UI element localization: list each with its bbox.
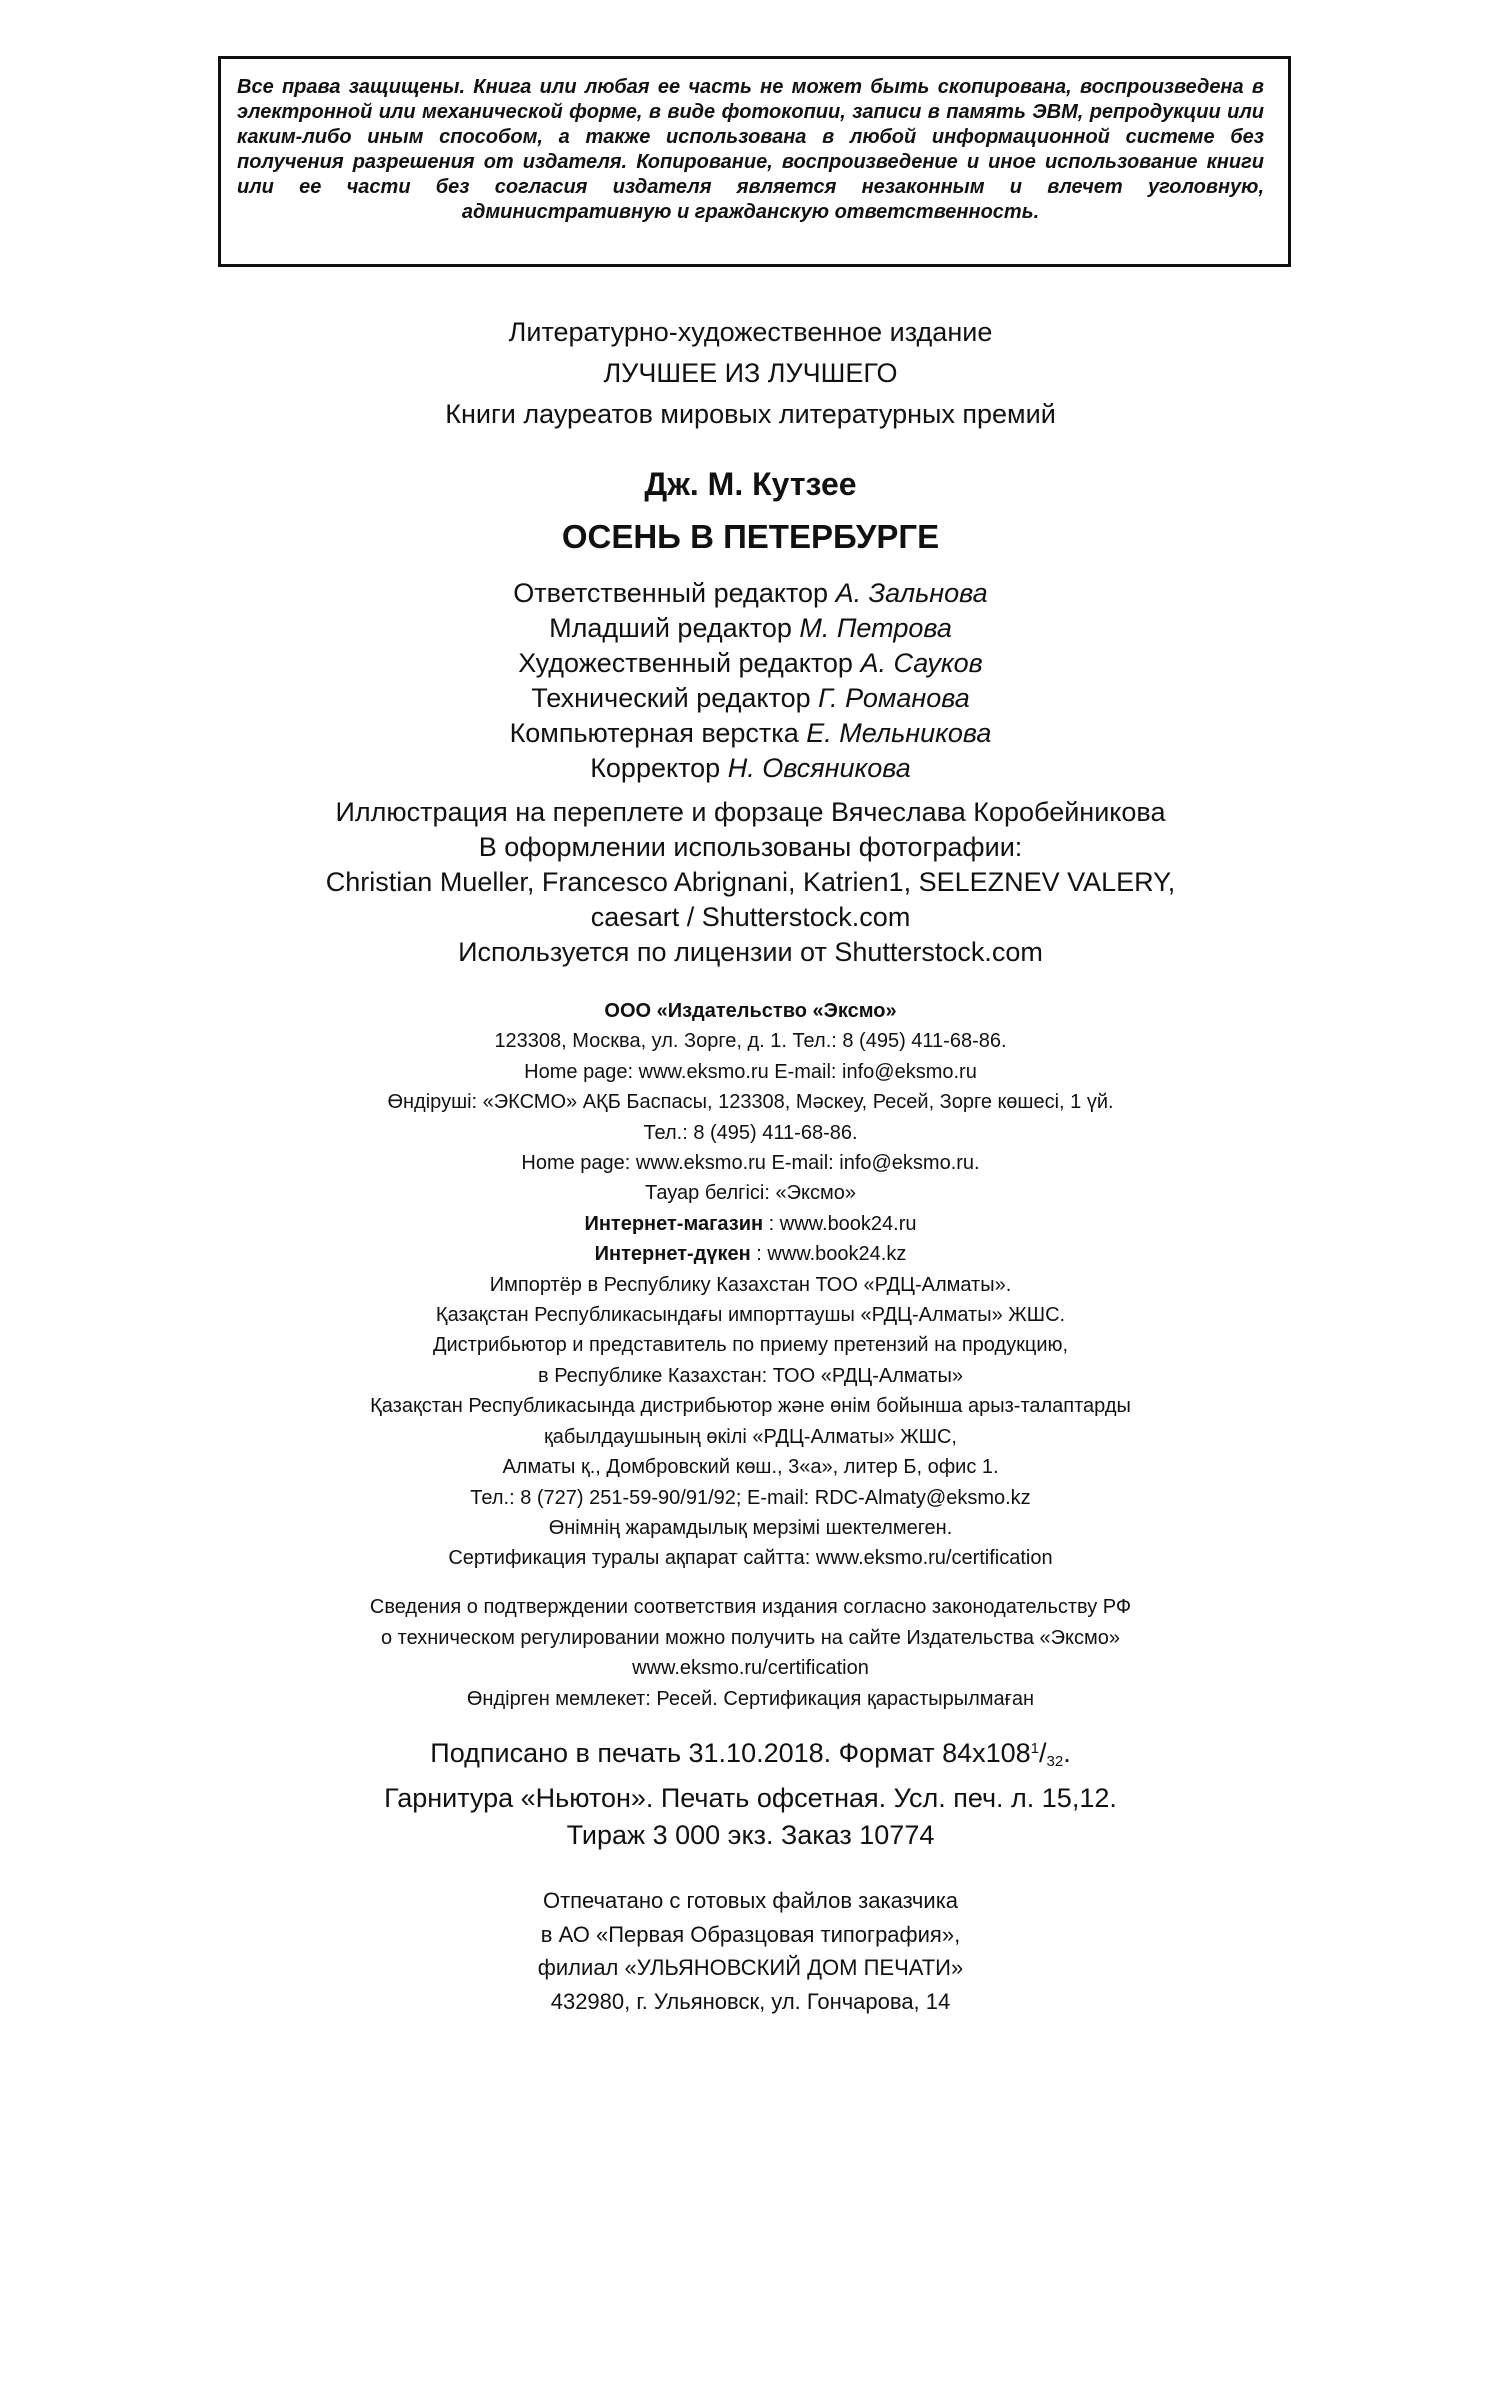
format-numerator: 1: [1030, 1740, 1039, 1757]
online-shop-kz-label: Интернет-дүкен: [594, 1243, 751, 1266]
publisher-web: Home page: www.eksmo.ru E-mail: info@eksmo.ru: [524, 1060, 977, 1083]
printer-line: в АО «Первая Образцовая типография»,: [540, 1921, 961, 1947]
trademark: Тауар белгісі: «Эксмо»: [645, 1182, 856, 1205]
certification-line: о техническом регулировании можно получить на сайте Издательства «Эксмо»: [380, 1626, 1121, 1649]
print-info-block: [0, 1730, 1501, 1854]
staff-line: [0, 611, 1501, 646]
publisher-kz-producer: Өндіруші: «ЭКСМО» АҚБ Баспасы, 123308, Мәскеу, Ресей, Зорге көшесі, 1 үй.: [387, 1091, 1114, 1114]
certification-line: Өндірген мемлекет: Ресей. Сертификация қарастырылмаған: [466, 1687, 1035, 1710]
printer-line: Отпечатано с готовых файлов заказчика: [542, 1888, 959, 1913]
staff-name: А. Зальнова: [835, 578, 988, 608]
copyright-notice: Все права защищены. Книга или любая ее часть не может быть скопирована, воспроизведена в электронной или механической форме, в виде фотокопии, записи в память ЭВМ, репродукции или каким-либо иным способом, а также использована в любой информационной системе без получения разрешения от издателя. Копирование, воспроизведение и иное использование книги или ее части без согласия издателя является незаконным и влечет уголовную, административную и гражданскую ответственность.: [218, 56, 1291, 267]
printer-block: [0, 1884, 1501, 2018]
credits-block: [0, 795, 1501, 970]
staff-role: Младший редактор: [549, 613, 792, 643]
credit-line: Christian Mueller, Francesco Abrignani, Katrien1, SELEZNEV VALERY,: [325, 867, 1176, 897]
credit-line: Иллюстрация на переплете и форзаце Вячеслава Коробейникова: [335, 797, 1166, 827]
online-shop-kz: [0, 1239, 1501, 1269]
certification-line: Сведения о подтверждении соответствия издания согласно законодательству РФ: [369, 1596, 1132, 1618]
staff-name: Г. Романова: [818, 683, 970, 713]
online-shop-label: Интернет-магазин: [584, 1212, 764, 1235]
publisher-line: Алматы қ., Домбровский көш., 3«а», литер Б, офис 1.: [502, 1456, 999, 1479]
certification-line: www.eksmo.ru/certification: [632, 1657, 869, 1679]
credit-line: caesart / Shutterstock.com: [590, 902, 911, 932]
publisher-line: в Республике Казахстан: ТОО «РДЦ-Алматы»: [538, 1364, 963, 1387]
series-block: [0, 312, 1501, 435]
publisher-block: [0, 996, 1501, 1574]
staff-line: [0, 751, 1501, 786]
staff-role: Компьютерная верстка: [509, 718, 799, 748]
book-author: Дж. М. Кутзее: [644, 466, 857, 502]
staff-name: А. Сауков: [860, 648, 983, 678]
online-shop: [0, 1209, 1501, 1239]
publisher-line: Қазақстан Республикасында дистрибьютор және өнім бойынша арыз-талаптарды: [370, 1395, 1131, 1418]
staff-role: Ответственный редактор: [513, 578, 829, 608]
signed-text: Подписано в печать 31.10.2018. Формат 84x108: [430, 1738, 1031, 1768]
printer-line: 432980, г. Ульяновск, ул. Гончарова, 14: [550, 1988, 951, 2014]
staff-line: [0, 716, 1501, 751]
credit-line: Используется по лицензии от Shutterstock.com: [458, 937, 1043, 967]
certification-block: [0, 1592, 1501, 1714]
publisher-line: Тел.: 8 (727) 251-59-90/91/92; E-mail: RDC-Almaty@eksmo.kz: [470, 1486, 1031, 1509]
credit-line: В оформлении использованы фотографии:: [478, 832, 1023, 862]
publisher-line: Өнімнің жарамдылық мерзімі шектелмеген.: [548, 1516, 953, 1539]
staff-list: [0, 576, 1501, 786]
staff-name: Е. Мельникова: [806, 718, 992, 748]
series-name: ЛУЧШЕЕ ИЗ ЛУЧШЕГО: [603, 358, 898, 388]
staff-line: [0, 646, 1501, 681]
staff-name: Н. Овсяникова: [727, 753, 911, 783]
publisher-kz-web: Home page: www.eksmo.ru E-mail: info@eksmo.ru.: [521, 1152, 980, 1175]
online-shop-kz-url: : www.book24.kz: [750, 1243, 907, 1266]
publisher-line: қабылдаушының өкілі «РДЦ-Алматы» ЖШС,: [544, 1425, 957, 1448]
printer-line: филиал «УЛЬЯНОВСКИЙ ДОМ ПЕЧАТИ»: [537, 1955, 964, 1980]
edition-type: Литературно-художественное издание: [508, 317, 993, 347]
publisher-line: Қазақстан Республикасындағы импорттаушы «РДЦ-Алматы» ЖШС.: [435, 1304, 1066, 1327]
online-shop-url: : www.book24.ru: [763, 1212, 917, 1235]
font-line: Гарнитура «Ньютон». Печать офсетная. Усл. печ. л. 15,12.: [384, 1783, 1117, 1813]
staff-name: М. Петрова: [799, 613, 952, 643]
format-separator: /: [1039, 1738, 1047, 1768]
series-subtitle: Книги лауреатов мировых литературных премий: [445, 399, 1056, 429]
publisher-line: Сертификация туралы ақпарат сайтта: www.eksmo.ru/certification: [448, 1547, 1053, 1570]
format-end: .: [1063, 1738, 1071, 1768]
staff-role: Технический редактор: [531, 683, 811, 713]
staff-role: Корректор: [590, 753, 721, 783]
publisher-line: Импортёр в Республику Казахстан ТОО «РДЦ-Алматы».: [489, 1273, 1012, 1296]
staff-line: [0, 576, 1501, 611]
signed-for-print: [0, 1730, 1501, 1780]
publisher-kz-phone: Тел.: 8 (495) 411-68-86.: [643, 1121, 858, 1144]
staff-line: [0, 681, 1501, 716]
publisher-name: ООО «Издательство «Эксмо»: [604, 1000, 897, 1022]
book-title: ОСЕНЬ В ПЕТЕРБУРГЕ: [561, 518, 940, 555]
format-denominator: 32: [1046, 1753, 1064, 1770]
run-line: Тираж 3 000 экз. Заказ 10774: [566, 1820, 935, 1850]
publisher-address: 123308, Москва, ул. Зорге, д. 1. Тел.: 8 (495) 411-68-86.: [494, 1030, 1007, 1053]
publisher-line: Дистрибьютор и представитель по приему претензий на продукцию,: [432, 1334, 1069, 1357]
staff-role: Художественный редактор: [518, 648, 853, 678]
